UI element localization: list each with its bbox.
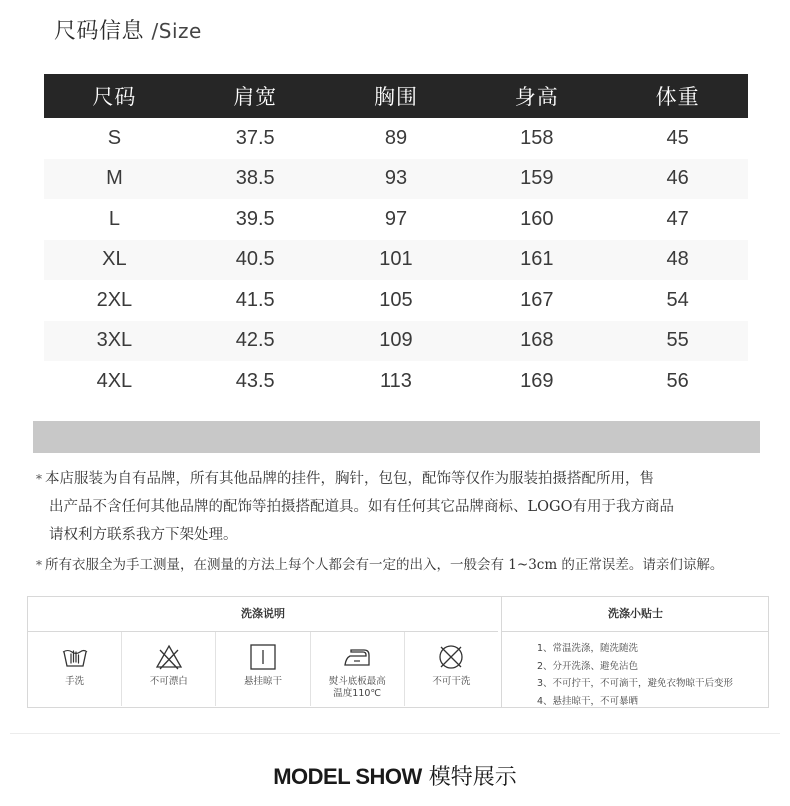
wash-tips-title: 洗涤小贴士 <box>502 597 769 632</box>
table-cell: 43.5 <box>235 369 275 392</box>
table-cell: 54 <box>666 288 689 311</box>
note-bullet: * <box>36 558 42 572</box>
page-title-text: 尺码信息 <box>54 19 145 44</box>
care-label-line: 温度110℃ <box>333 688 382 699</box>
hand-wash-icon <box>60 642 90 672</box>
table-cell: 101 <box>326 240 467 281</box>
iron-icon <box>342 642 372 672</box>
table-cell: 113 <box>380 369 412 392</box>
table-cell: M <box>44 159 185 200</box>
care-label: 手洗 <box>65 676 85 687</box>
table-cell: 39.5 <box>235 207 275 230</box>
table-row <box>44 321 748 362</box>
size-table <box>44 74 748 402</box>
table-cell: 161 <box>466 240 607 281</box>
table-cell: 109 <box>326 321 467 362</box>
page-subtitle: /Size <box>151 19 202 43</box>
table-cell: 3XL <box>44 321 185 362</box>
table-row <box>44 240 748 281</box>
table-header-row <box>44 74 748 118</box>
measurement-note <box>36 551 756 579</box>
wash-instructions <box>28 597 498 707</box>
table-cell: 169 <box>520 369 554 392</box>
footer-divider <box>10 733 780 734</box>
care-item <box>122 632 216 706</box>
table-cell: 56 <box>666 369 689 392</box>
tip-item: 1、常温洗涤，随洗随洗 <box>537 643 639 654</box>
table-cell: 47 <box>666 207 689 230</box>
tip-item: 2、分开洗涤、避免沾色 <box>537 660 639 672</box>
table-cell: 40.5 <box>185 240 326 281</box>
table-cell: 105 <box>379 288 413 311</box>
table-cell: 158 <box>520 126 554 149</box>
table-cell: 46 <box>607 159 748 200</box>
model-show-title <box>0 760 790 791</box>
table-cell: 4XL <box>96 369 133 392</box>
disclaimer-note <box>36 465 756 549</box>
care-item <box>28 632 122 706</box>
tip-item: 3、不可拧干，不可滴干，避免衣物晾干后变形 <box>537 678 734 689</box>
table-cell: 42.5 <box>185 321 326 362</box>
column-header: 胸围 <box>326 74 467 118</box>
no-bleach-icon <box>154 642 184 672</box>
table-cell: 93 <box>326 159 467 200</box>
table-cell: S <box>107 126 122 149</box>
no-dry-clean-icon <box>436 642 466 672</box>
hang-dry-icon <box>248 642 278 672</box>
care-label: 不可干洗 <box>432 676 471 687</box>
table-cell: L <box>108 207 120 230</box>
care-item <box>311 632 405 706</box>
table-cell: 2XL <box>96 288 133 311</box>
care-icon-row <box>28 632 498 706</box>
column-header: 身高 <box>466 74 607 118</box>
table-cell: 38.5 <box>185 159 326 200</box>
model-show-title-en: MODEL SHOW <box>273 764 422 789</box>
table-cell: XL <box>44 240 185 281</box>
table-cell: 168 <box>466 321 607 362</box>
care-label <box>311 676 404 700</box>
column-header: 体重 <box>607 74 748 118</box>
table-cell: 89 <box>384 126 408 149</box>
tips-list <box>502 632 769 710</box>
table-cell: 97 <box>384 207 408 230</box>
note-bullet: * <box>36 472 42 486</box>
column-header: 肩宽 <box>185 74 326 118</box>
table-row <box>44 199 748 240</box>
care-item <box>405 632 498 706</box>
wash-instructions-title: 洗涤说明 <box>28 597 498 632</box>
note-line: 本店服装为自有品牌，所有其他品牌的挂件，胸针，包包，配饰等仅作为服装拍摄搭配所用，售 <box>45 471 654 487</box>
table-row <box>44 159 748 200</box>
table-cell: 41.5 <box>235 288 275 311</box>
table-cell: 167 <box>520 288 554 311</box>
divider-bar <box>33 421 760 453</box>
model-show-title-cn: 模特展示 <box>428 765 517 790</box>
care-label: 悬挂晾干 <box>244 676 283 687</box>
table-row <box>44 361 748 402</box>
note-line: 出产品不含任何其他品牌的配饰等拍摄搭配道具。如有任何其它品牌商标、LOGO有用于我方商品 <box>49 499 674 515</box>
care-item <box>216 632 310 706</box>
table-cell: 160 <box>520 207 554 230</box>
care-instructions-panel <box>27 596 769 708</box>
table-cell: 45 <box>666 126 689 149</box>
care-label-line: 熨斗底板最高 <box>328 676 386 687</box>
table-cell: 159 <box>466 159 607 200</box>
table-cell: 37.5 <box>235 126 275 149</box>
column-header: 尺码 <box>44 74 185 118</box>
wash-tips <box>501 597 769 707</box>
page-title <box>54 14 202 45</box>
tip-item: 4、悬挂晾干，不可暴晒 <box>537 695 639 707</box>
table-cell: 55 <box>607 321 748 362</box>
table-row <box>44 280 748 321</box>
note-line: 请权利方联系我方下架处理。 <box>49 527 238 543</box>
care-label: 不可漂白 <box>149 676 188 687</box>
table-row <box>44 118 748 159</box>
note-line: 所有衣服全为手工测量，在测量的方法上每个人都会有一定的出入，一般会有 1~3cm 的正常误差。请亲们谅解。 <box>45 557 724 573</box>
table-cell: 48 <box>607 240 748 281</box>
